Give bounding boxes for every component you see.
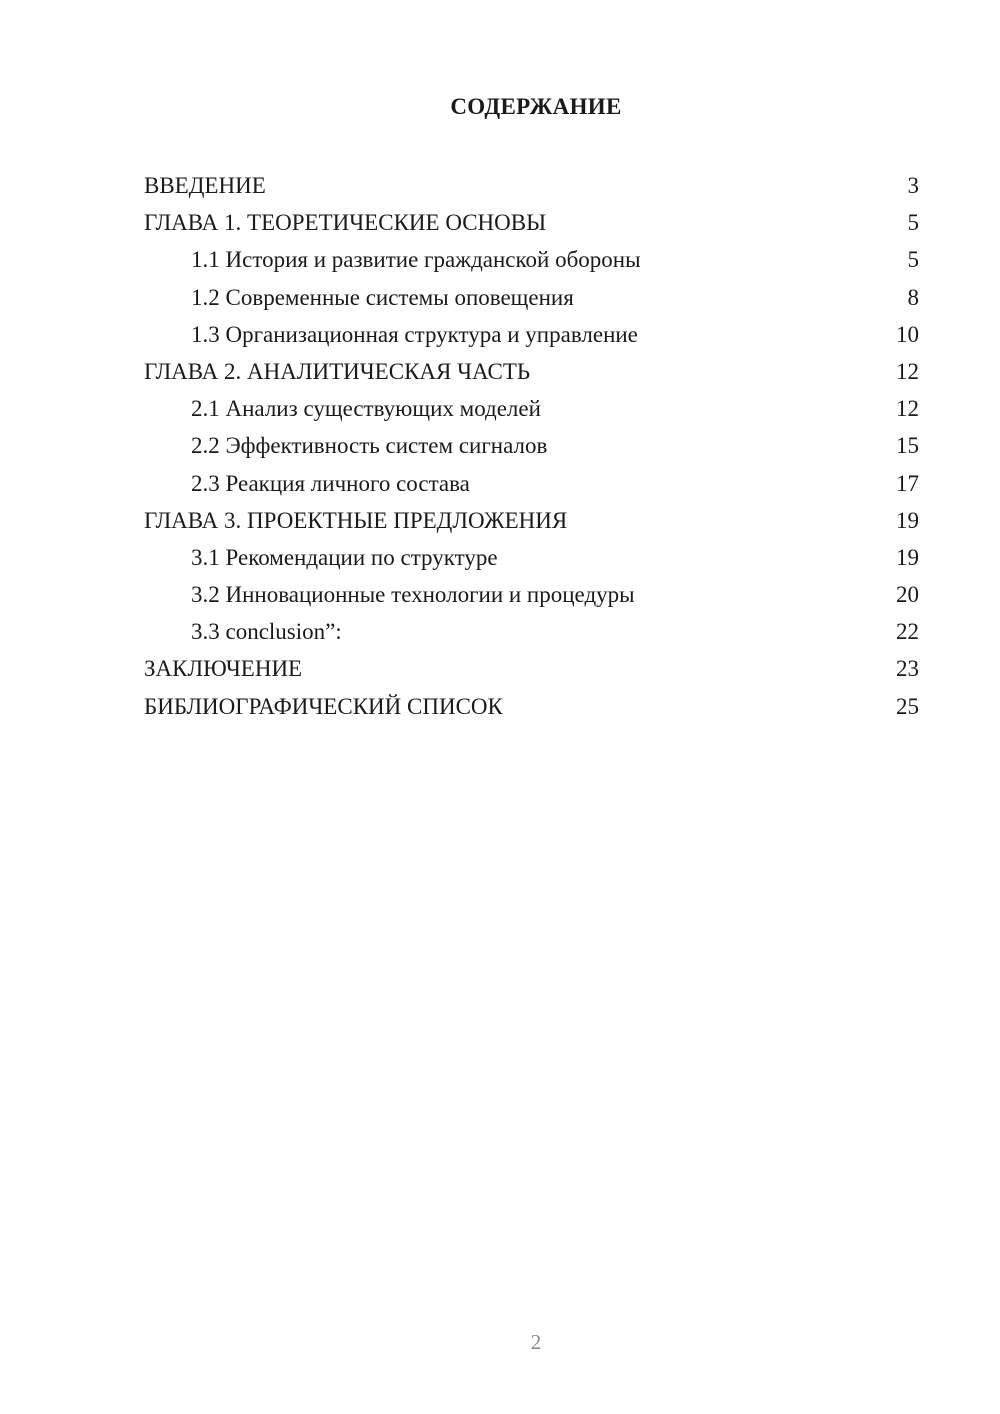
toc-entry-label: 2.2 Эффективность систем сигналов xyxy=(191,433,548,459)
toc-entry-page: 15 xyxy=(896,433,919,459)
toc-entry-section-3-1[interactable] xyxy=(144,539,919,576)
toc-entry-label: БИБЛИОГРАФИЧЕСКИЙ СПИСОК xyxy=(144,693,503,719)
toc-entry-bibliography[interactable] xyxy=(144,688,919,725)
toc-entry-label: 3.2 Инновационные технологии и процедуры xyxy=(191,582,635,608)
toc-entry-section-3-2[interactable] xyxy=(144,576,919,613)
toc-entry-page: 17 xyxy=(896,470,919,496)
toc-entry-page: 12 xyxy=(896,358,919,384)
table-of-contents xyxy=(144,167,919,725)
toc-entry-section-3-3[interactable] xyxy=(144,613,919,650)
toc-entry-page: 8 xyxy=(907,284,919,310)
page-title: СОДЕРЖАНИЕ xyxy=(450,94,622,119)
toc-entry-label: 1.2 Современные системы оповещения xyxy=(191,284,574,310)
toc-entry-page: 25 xyxy=(896,693,919,719)
toc-entry-section-1-1[interactable] xyxy=(144,241,919,278)
toc-entry-page: 10 xyxy=(896,321,919,347)
toc-entry-introduction[interactable] xyxy=(144,167,919,204)
toc-entry-section-2-1[interactable] xyxy=(144,390,919,427)
toc-entry-label: 2.1 Анализ существующих моделей xyxy=(191,396,541,422)
toc-entry-label: 3.1 Рекомендации по структуре xyxy=(191,544,498,570)
toc-entry-label: 3.3 conclusion”: xyxy=(191,619,342,645)
toc-entry-label: 1.1 История и развитие гражданской обороны xyxy=(191,247,641,273)
toc-entry-page: 20 xyxy=(896,582,919,608)
toc-entry-label: ЗАКЛЮЧЕНИЕ xyxy=(144,656,303,682)
toc-entry-page: 22 xyxy=(896,619,919,645)
toc-entry-conclusion[interactable] xyxy=(144,650,919,687)
toc-entry-section-1-2[interactable] xyxy=(144,279,919,316)
toc-entry-section-1-3[interactable] xyxy=(144,316,919,353)
toc-entry-chapter-3[interactable] xyxy=(144,502,919,539)
toc-entry-page: 19 xyxy=(896,544,919,570)
toc-entry-page: 5 xyxy=(907,210,919,236)
toc-entry-label: 2.3 Реакция личного состава xyxy=(191,470,470,496)
toc-entry-label: ВВЕДЕНИЕ xyxy=(144,173,266,198)
toc-entry-chapter-1[interactable] xyxy=(144,204,919,241)
toc-entry-page: 5 xyxy=(907,247,919,273)
toc-entry-chapter-2[interactable] xyxy=(144,353,919,390)
toc-entry-label: ГЛАВА 2. АНАЛИТИЧЕСКАЯ ЧАСТЬ xyxy=(144,358,531,384)
toc-entry-page: 23 xyxy=(896,656,919,682)
toc-entry-label: 1.3 Организационная структура и управление xyxy=(191,321,638,347)
toc-entry-section-2-3[interactable] xyxy=(144,465,919,502)
toc-entry-page: 12 xyxy=(896,396,919,422)
page-number: 2 xyxy=(530,1330,542,1354)
toc-entry-page: 19 xyxy=(896,507,919,533)
toc-entry-label: ГЛАВА 1. ТЕОРЕТИЧЕСКИЕ ОСНОВЫ xyxy=(144,210,547,236)
toc-entry-page: 3 xyxy=(907,173,919,198)
toc-entry-label: ГЛАВА 3. ПРОЕКТНЫЕ ПРЕДЛОЖЕНИЯ xyxy=(144,507,568,533)
toc-entry-section-2-2[interactable] xyxy=(144,427,919,464)
